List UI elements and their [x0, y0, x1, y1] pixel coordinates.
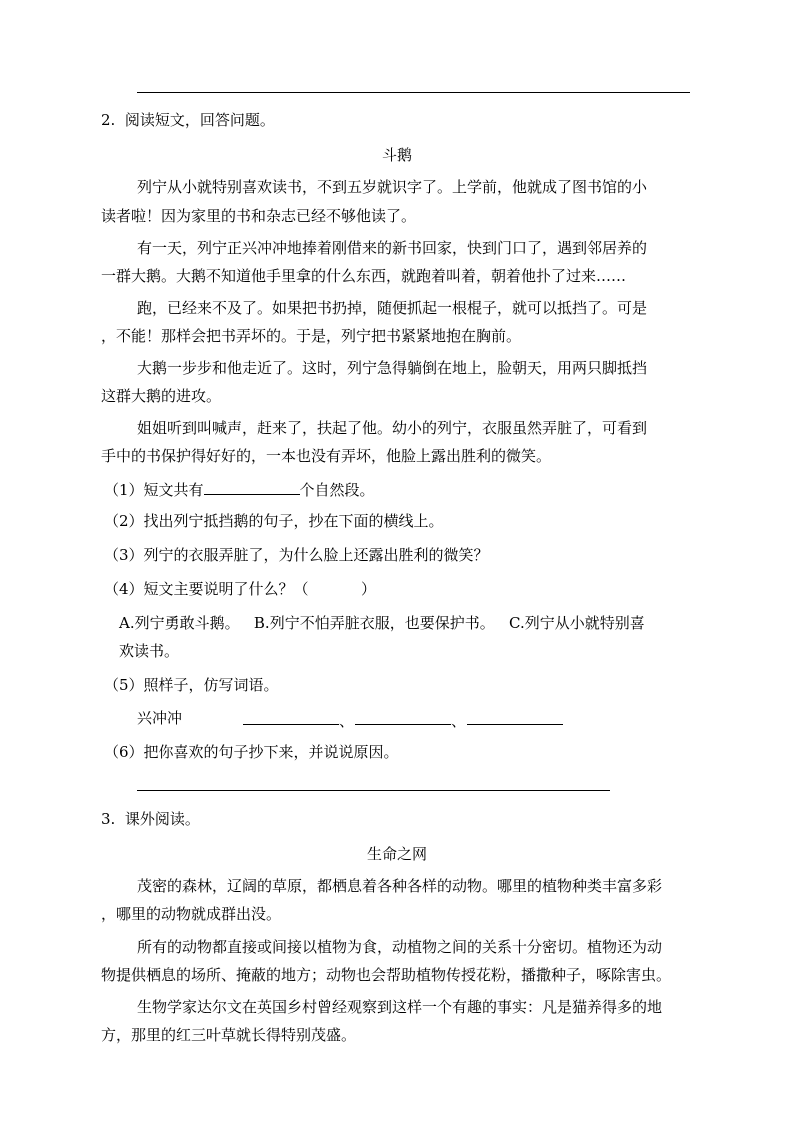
q2-sub1 [104, 478, 375, 500]
q3-p1-l2: ，哪里的动物就成群出没。 [101, 905, 282, 923]
q3-p3-l1: 生物学家达尔文在英国乡村曾经观察到这样一个有趣的事实：凡是猫养得多的地 [137, 998, 663, 1016]
q2-sub5-example-word: 兴冲冲 [137, 709, 183, 727]
q3-p2-l2: 物提供栖息的场所、掩蔽的地方；动物也会帮助植物传授花粉，播撒种子，啄除害虫。 [101, 966, 672, 984]
q2-sub6: （6）把你喜欢的句子抄下来，并说说原因。 [104, 743, 399, 761]
q2-sub5-blank-1[interactable] [243, 708, 339, 725]
q2-sub1-suffix: 个自然段。 [299, 481, 375, 499]
q2-sub3: （3）列宁的衣服弄脏了，为什么脸上还露出胜利的微笑？ [104, 546, 489, 564]
q2-p1-l1: 列宁从小就特别喜欢读书，不到五岁就识字了。上学前，他就成了图书馆的小 [137, 178, 648, 196]
q3-title: 生命之网 [366, 845, 427, 863]
q3-p2-l1: 所有的动物都直接或间接以植物为食，动植物之间的关系十分密切。植物还为动 [137, 938, 663, 956]
q2-p3-l2: ，不能！那样会把书弄坏的。于是，列宁把书紧紧地抱在胸前。 [101, 327, 522, 345]
q2-sub5-blank-2[interactable] [355, 708, 451, 725]
q2-sub5-blank-3[interactable] [467, 708, 563, 725]
q2-p5-l1: 姐姐听到叫喊声，赶来了，扶起了他。幼小的列宁，衣服虽然弄脏了，可看到 [137, 419, 648, 437]
q2-options-l2: 欢读书。 [119, 642, 180, 660]
q2-p1-l2: 读者啦！因为家里的书和杂志已经不够他读了。 [101, 207, 417, 225]
q2-p4-l1: 大鹅一步步和他走近了。这时，列宁急得躺倒在地上，脸朝天，用两只脚抵挡 [137, 359, 648, 377]
q2-sub1-blank[interactable] [204, 478, 300, 495]
q2-p2-l1: 有一天，列宁正兴冲冲地捧着刚借来的新书回家，快到门口了，遇到邻居养的 [137, 239, 648, 257]
q2-sub2: （2）找出列宁抵挡鹅的句子，抄在下面的横线上。 [104, 512, 444, 530]
q3-p3-l2: 方，那里的红三叶草就长得特别茂盛。 [101, 1026, 357, 1044]
q2-p2-l2: 一群大鹅。大鹅不知道他手里拿的什么东西，就跑着叫着，朝着他扑了过来…… [101, 267, 627, 285]
q2-title: 斗鹅 [381, 146, 412, 164]
q2-p3-l1: 跑，已经来不及了。如果把书扔掉，随便抓起一根棍子，就可以抵挡了。可是 [137, 299, 648, 317]
q2-p4-l2: 这群大鹅的进攻。 [101, 387, 222, 405]
q2-sub6-answer-line[interactable] [137, 790, 610, 791]
answer-line-top [137, 92, 690, 93]
q2-sub1-label: （1）短文共有 [104, 481, 204, 499]
q2-header: 2. 阅读短文，回答问题。 [101, 111, 275, 129]
q2-sub5-sep-1: 、 [339, 712, 355, 730]
q3-header: 3. 课外阅读。 [101, 810, 200, 828]
q2-sub4: （4）短文主要说明了什么？（ ） [104, 580, 376, 598]
q2-sub5: （5）照样子，仿写词语。 [104, 676, 279, 694]
q2-options-l1: A.列宁勇敢斗鹅。 B.列宁不怕弄脏衣服，也要保护书。 C.列宁从小就特别喜 [119, 614, 645, 632]
q3-p1-l1: 茂密的森林，辽阔的草原，都栖息着各种各样的动物。哪里的植物种类丰富多彩 [137, 877, 663, 895]
q2-sub5-sep-2: 、 [451, 712, 467, 730]
q2-p5-l2: 手中的书保护得好好的，一本也没有弄坏，他脸上露出胜利的微笑。 [101, 447, 552, 465]
